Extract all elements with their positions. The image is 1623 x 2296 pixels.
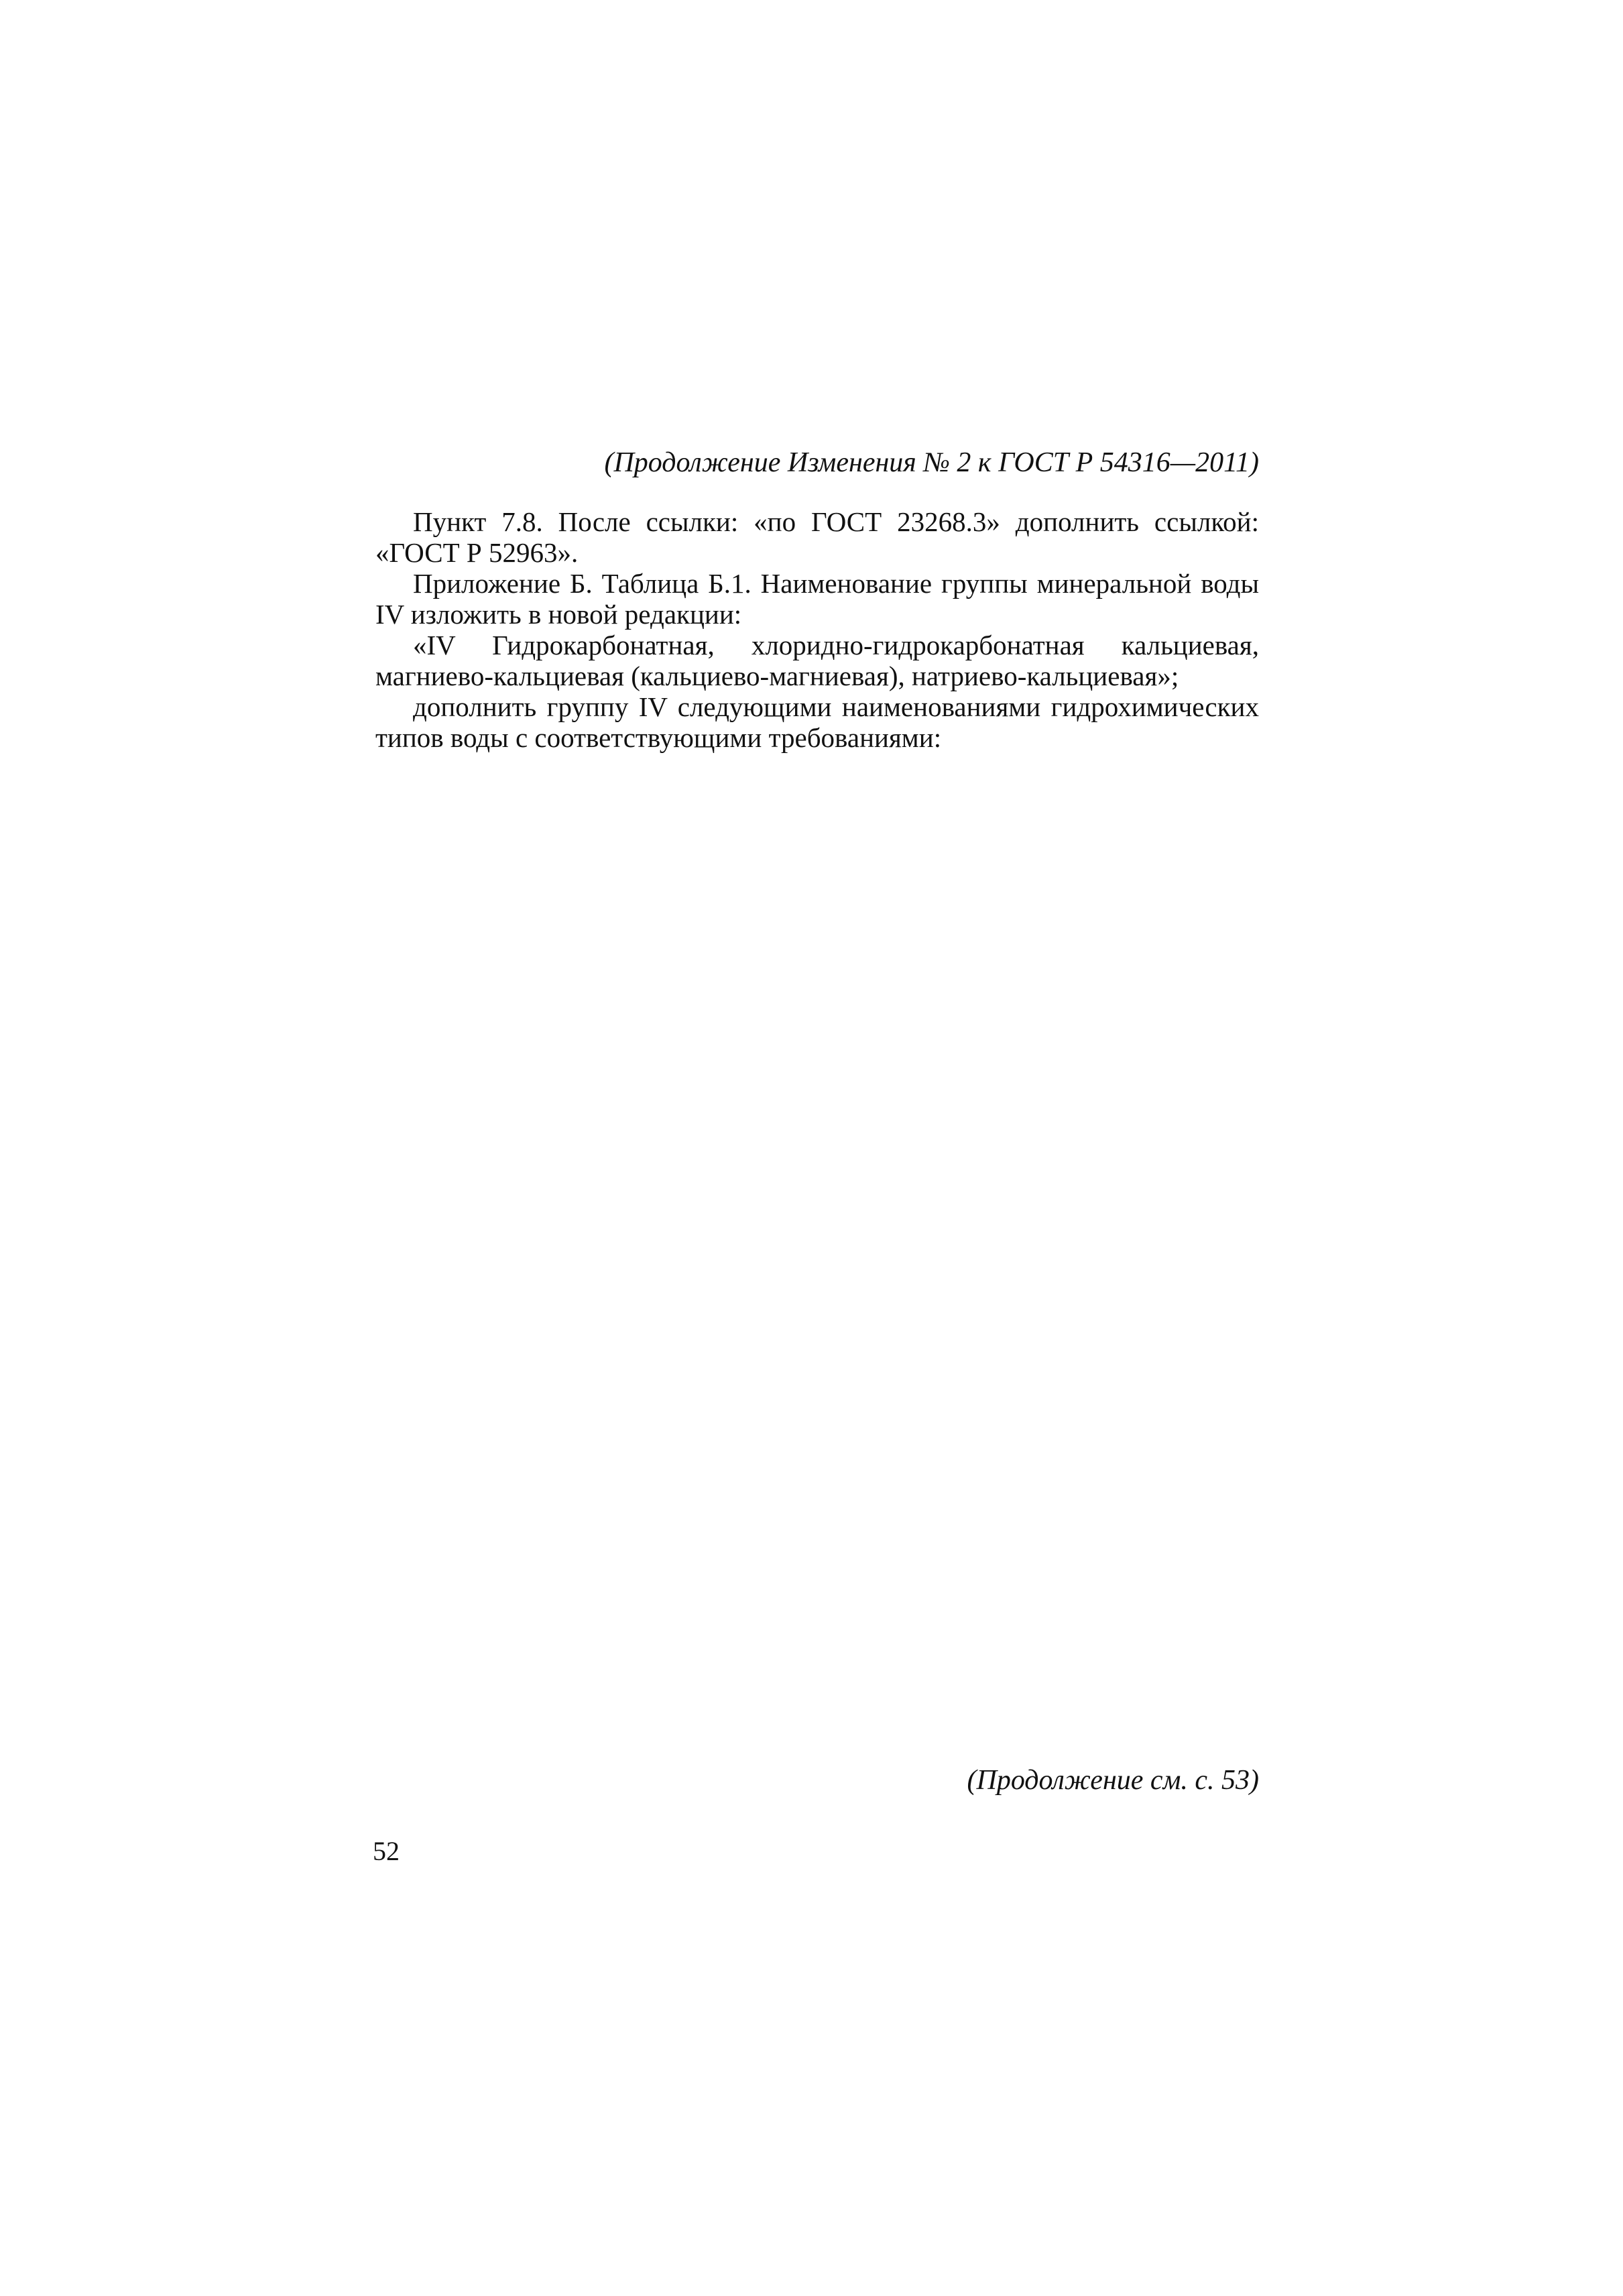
paragraph-appendix-b: Приложение Б. Таблица Б.1. Наименование группы минеральной воды IV изложить в новой редакции:	[375, 568, 1259, 630]
body-text	[375, 506, 1259, 753]
continuation-footer: (Продолжение см. с. 53)	[967, 1765, 1259, 1796]
continuation-header: (Продолжение Изменения № 2 к ГОСТ Р 54316—2011)	[604, 447, 1259, 478]
paragraph-clause-7-8: Пункт 7.8. После ссылки: «по ГОСТ 23268.3» дополнить ссылкой: «ГОСТ Р 52963».	[375, 506, 1259, 568]
paragraph-group-iv-name: «IV Гидрокарбонатная, хлоридно-гидрокарбонатная кальциевая, магниево-кальциевая (кальциево-магниевая), натриево-кальциевая»;	[375, 630, 1259, 691]
paragraph-supplement: дополнить группу IV следующими наименованиями гидрохимических типов воды с соответствующими требованиями:	[375, 691, 1259, 753]
page-number: 52	[373, 1836, 400, 1866]
